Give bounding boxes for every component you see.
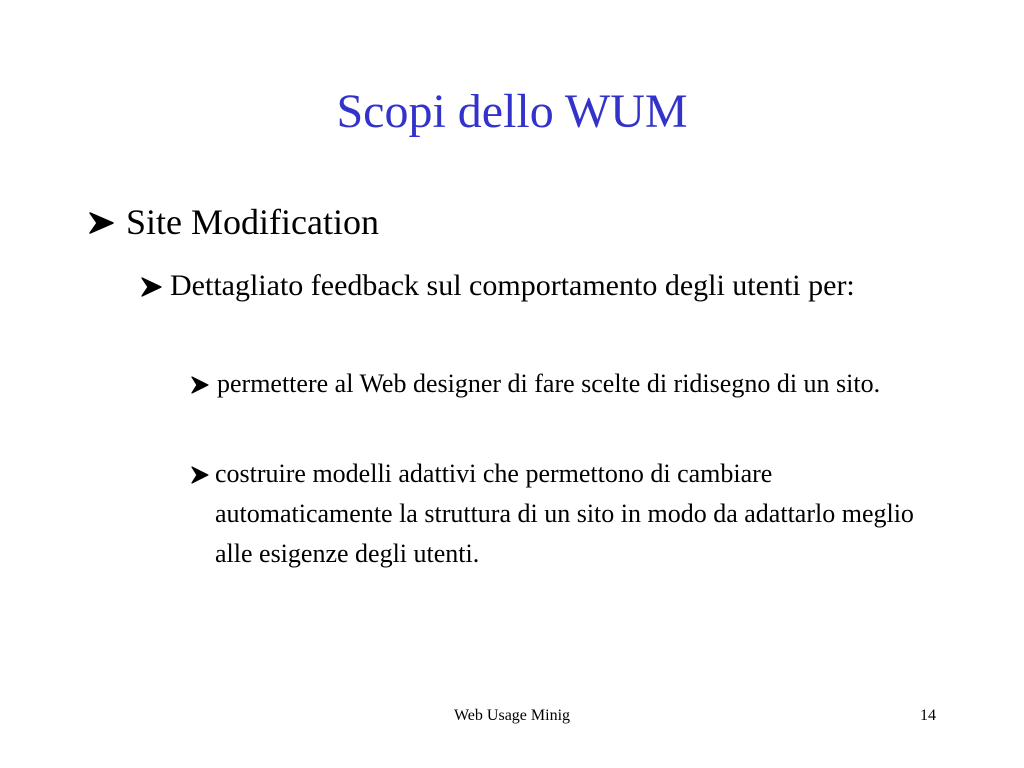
footer-title: Web Usage Minig	[453, 707, 571, 724]
bullet-text-feedback: Dettagliato feedback sul comportamento degli utenti per:	[170, 269, 855, 302]
arrowhead-bullet-icon	[190, 454, 215, 485]
arrowhead-bullet-icon	[88, 198, 126, 237]
arrowhead-bullet-icon	[190, 364, 217, 395]
page-number: 14	[920, 707, 936, 724]
bullet-level-1	[88, 198, 988, 246]
bullet-level-2	[140, 264, 940, 307]
slide-title: Scopi dello WUM	[336, 85, 688, 138]
bullet-text-web-designer: permettere al Web designer di fare scelte di ridisegno di un sito.	[217, 369, 881, 398]
bullet-text-adaptive-models: costruire modelli adattivi che permettono di cambiare automaticamente la struttura di un sito in modo da adattarlo meglio alle esigenze degli utenti.	[215, 459, 914, 568]
bullet-text-site-modification: Site Modification	[126, 202, 379, 242]
bullet-level-3	[190, 454, 940, 574]
bullet-level-3	[190, 364, 940, 404]
arrowhead-bullet-icon	[140, 264, 170, 299]
